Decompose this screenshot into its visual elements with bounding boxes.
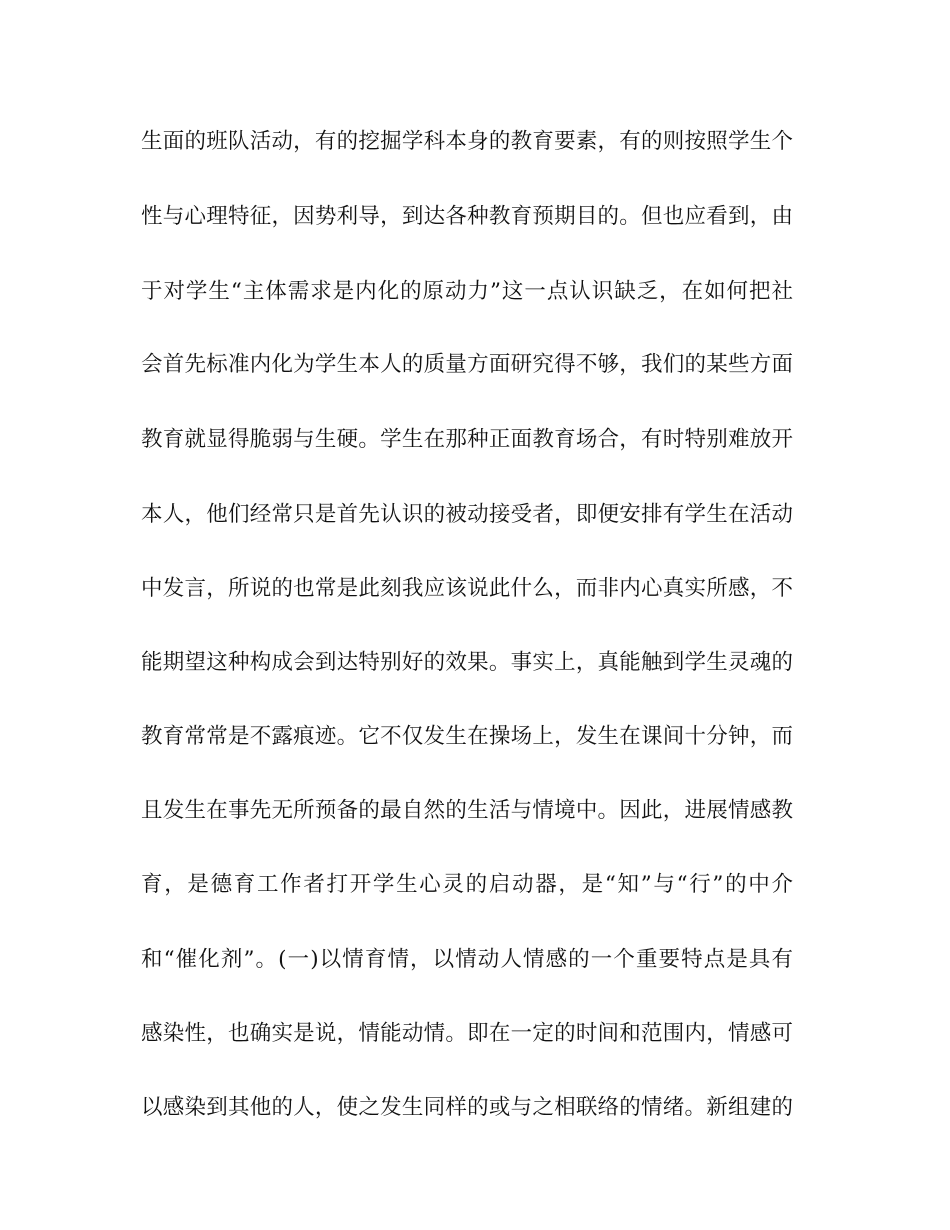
paragraph-line: 育，是德育工作者打开学生心灵的启动器，是“知”与“行”的中介 [141,872,793,897]
paragraph-line: 感染性，也确实是说，情能动情。即在一定的时间和范围内，情感可 [141,1021,793,1046]
paragraph-line: 会首先标准内化为学生本人的质量方面研究得不够，我们的某些方面 [141,352,793,377]
paragraph-line: 和“催化剂”。(一)以情育情，以情动人情感的一个重要特点是具有 [141,947,793,972]
paragraph-line: 性与心理特征，因势利导，到达各种教育预期目的。但也应看到，由 [141,204,793,229]
paragraph-line: 且发生在事先无所预备的最自然的生活与情境中。因此，进展情感教 [141,798,793,823]
paragraph-line: 能期望这种构成会到达特别好的效果。事实上，真能触到学生灵魂的 [141,650,793,675]
paragraph-line: 教育常常是不露痕迹。它不仅发生在操场上，发生在课间十分钟，而 [141,724,793,749]
paragraph-line: 本人，他们经常只是首先认识的被动接受者，即便安排有学生在活动 [141,502,793,527]
paragraph-line: 于对学生“主体需求是内化的原动力”这一点认识缺乏，在如何把社 [141,279,793,304]
paragraph-line: 以感染到其他的人，使之发生同样的或与之相联络的情绪。新组建的 [141,1095,793,1120]
paragraph-line: 教育就显得脆弱与生硬。学生在那种正面教育场合，有时特别难放开 [141,427,793,452]
paragraph-line: 生面的班队活动，有的挖掘学科本身的教育要素，有的则按照学生个 [141,129,793,154]
paragraph-line: 中发言，所说的也常是此刻我应该说此什么，而非内心真实所感，不 [141,576,793,601]
